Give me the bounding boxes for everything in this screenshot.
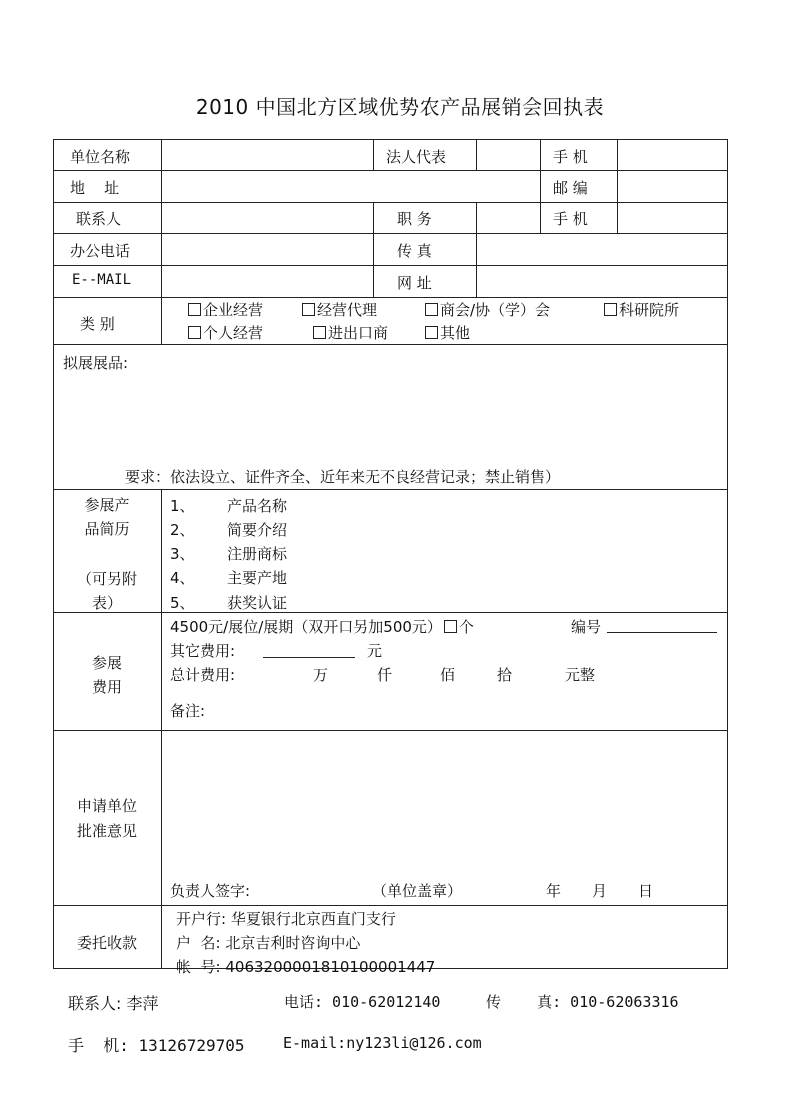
- unit-name-label: 单位名称: [70, 148, 131, 166]
- checkbox-icon[interactable]: [425, 303, 438, 316]
- checkbox-icon[interactable]: [604, 303, 617, 316]
- position-label: 职 务: [397, 210, 432, 228]
- col-divider: [476, 202, 477, 297]
- fax-label: 传 真: [397, 242, 432, 260]
- form-table: [53, 139, 728, 969]
- bank-info: 开户行: 华夏银行北京西直门支行: [176, 910, 396, 928]
- total-unit: 元整: [565, 666, 596, 684]
- profile-label-line: 品简历: [84, 520, 130, 538]
- profile-item-text: 注册商标: [227, 545, 288, 563]
- other-fee-label: 其它费用:: [170, 642, 236, 660]
- category-option[interactable]: 企业经营: [188, 299, 263, 320]
- mobile-label-2: 手 机: [553, 210, 588, 228]
- postcode-label: 邮 编: [553, 179, 588, 197]
- checkbox-icon[interactable]: [302, 303, 315, 316]
- footer-contact: 联系人: 李萍: [68, 994, 159, 1013]
- checkbox-icon[interactable]: [188, 303, 201, 316]
- mobile-label: 手 机: [553, 148, 588, 166]
- category-option[interactable]: 科研院所: [604, 299, 679, 320]
- row-divider: [53, 905, 728, 906]
- row-divider: [53, 202, 728, 203]
- legal-rep-label: 法人代表: [386, 148, 447, 166]
- signer-label: 负责人签字:: [170, 882, 251, 900]
- approval-label-line: 批准意见: [76, 822, 137, 840]
- booth-number-field[interactable]: [607, 632, 717, 633]
- category-option[interactable]: 个人经营: [188, 322, 263, 343]
- row-divider: [53, 233, 728, 234]
- booth-number-label: 编号: [571, 618, 602, 636]
- profile-item-text: 主要产地: [227, 569, 288, 587]
- col-divider: [540, 139, 541, 233]
- exhibits-label: 拟展展品:: [63, 354, 129, 372]
- account-number: 帐 号: 4063200001810100001447: [176, 958, 436, 976]
- category-option[interactable]: 商会/协（学）会: [425, 299, 550, 320]
- exhibits-requirement: 要求：依法设立、证件齐全、近年来无不良经营记录；禁止销售）: [125, 468, 561, 486]
- row-divider: [53, 344, 728, 345]
- total-unit: 万: [313, 666, 329, 684]
- checkbox-icon[interactable]: [444, 620, 457, 633]
- profile-item-number: 1、: [170, 497, 195, 515]
- total-unit: 佰: [440, 666, 456, 684]
- profile-item-number: 2、: [170, 521, 195, 539]
- profile-label-line: （可另附: [76, 570, 137, 588]
- payment-label: 委托收款: [76, 934, 137, 952]
- total-unit: 拾: [497, 666, 513, 684]
- checkbox-icon[interactable]: [313, 326, 326, 339]
- checkbox-icon[interactable]: [188, 326, 201, 339]
- remark-label: 备注:: [170, 702, 206, 720]
- col-divider: [476, 139, 477, 170]
- profile-label-line: 表）: [91, 594, 122, 612]
- row-divider: [53, 297, 728, 298]
- contact-label: 联系人: [76, 210, 122, 228]
- address-label: 地 址: [70, 179, 120, 197]
- col-divider: [161, 139, 162, 344]
- profile-item-number: 5、: [170, 594, 195, 612]
- profile-item-text: 简要介绍: [227, 521, 288, 539]
- col-divider: [373, 139, 374, 170]
- other-fee-unit: 元: [367, 642, 383, 660]
- email-label: E--MAIL: [72, 272, 132, 288]
- category-option[interactable]: 其他: [425, 322, 470, 343]
- row-divider: [53, 265, 728, 266]
- col-divider: [161, 489, 162, 969]
- category-option[interactable]: 进出口商: [313, 322, 388, 343]
- profile-item-number: 3、: [170, 545, 195, 563]
- footer-phone: 电话: 010-62012140: [284, 993, 441, 1011]
- row-divider: [53, 730, 728, 731]
- fees-label-line: 费用: [91, 678, 122, 696]
- total-unit: 仟: [377, 666, 393, 684]
- other-fee-field[interactable]: [263, 657, 355, 658]
- approval-label-line: 申请单位: [76, 797, 137, 815]
- footer-email: E-mail:ny123li@126.com: [283, 1034, 482, 1052]
- profile-item-text: 获奖认证: [227, 594, 288, 612]
- account-name: 户 名: 北京吉利时咨询中心: [176, 934, 361, 952]
- total-fee-label: 总计费用:: [170, 666, 236, 684]
- date-day: 日: [638, 882, 654, 900]
- col-divider: [617, 139, 618, 233]
- profile-label-line: 参展产: [84, 496, 130, 514]
- footer-fax: 传 真: 010-62063316: [486, 993, 679, 1011]
- office-phone-label: 办公电话: [70, 242, 131, 260]
- form-title: 2010 中国北方区域优势农产品展销会回执表: [195, 95, 605, 119]
- booth-fee-line: 4500元/展位/展期（双开口另加500元） 个: [170, 618, 474, 636]
- row-divider: [53, 489, 728, 490]
- checkbox-icon[interactable]: [425, 326, 438, 339]
- row-divider: [53, 170, 728, 171]
- profile-item-number: 4、: [170, 569, 195, 587]
- date-month: 月: [592, 882, 608, 900]
- profile-item-text: 产品名称: [227, 497, 288, 515]
- date-year: 年: [546, 882, 562, 900]
- website-label: 网 址: [397, 274, 432, 292]
- fees-label-line: 参展: [91, 654, 122, 672]
- seal-label: （单位盖章）: [372, 882, 463, 900]
- footer-mobile: 手 机: 13126729705: [68, 1036, 245, 1055]
- category-label: 类 别: [80, 315, 115, 333]
- category-option[interactable]: 经营代理: [302, 299, 377, 320]
- col-divider: [373, 202, 374, 297]
